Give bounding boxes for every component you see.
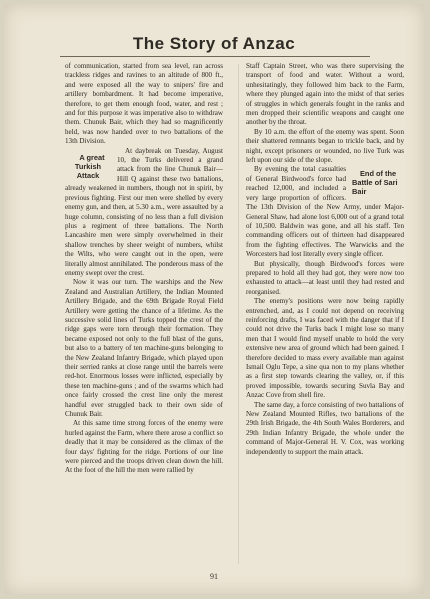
paragraph: But physically, though Birdwood's forces were prepared to hold all they had got, they were now too exhausted to attack—at least until they had rested and reorganised. (246, 259, 404, 296)
paragraph-text: By evening the total casualties of General Birdwood's force had reached 12,000, and included a very large proportion of officers. The 13th Division of the New Army, under Major-General Shaw, had alone lost 6,000 out of a grand total of 10,500. Baldwin was gone, and all his staff. Ten commanding officers out of thirteen had disappeared from the fighting effectives. The Warwicks and the Worcesters had lost literally every single officer. (246, 165, 404, 259)
paragraph: At this same time strong forces of the enemy were hurled against the Farm, where there arose a conflict so deadly that it may be considered as the climax of the four days' fighting for the ridge. Portions of our line were pierced and the troops driven clean down the hill. At the foot of the hill the men were rallied by (65, 419, 223, 475)
paragraph: The same day, a force consisting of two battalions of New Zealand Mounted Rifles, two battalions of the 29th Irish Brigade, the 4th South Wales Borderers, and 29th Indian Infantry Brigade, the whole under the command of Major-General H. V. Cox, was working independently to support the main attack. (246, 400, 404, 456)
column-gutter (238, 64, 239, 564)
paragraph: The enemy's positions were now being rapidly entrenched, and, as I could not depend on receiving reinforcing drafts, I was faced with the danger that if I could not drive the Turks back I might lose so many men that I would find myself unable to hold the very extensive new area of ground which had been gained. I therefore decided to mass every available man against Ismail Oglu Tepe, a sine qua non to my plans whether as a first step towards clearing the valley, or, if this proved impossible, towards securing Suvla Bay and Anzac Cove from shell fire. (246, 297, 404, 400)
paragraph: Staff Captain Street, who was there supervising the transport of food and water. Without a word, unhesitatingly, they followed him back to the Farm, where they plunged again into the midst of that series of struggles in which generals fought in the ranks and men dropped their scientific weapons and caught one another by the throat. (246, 62, 404, 127)
paragraph (65, 147, 223, 279)
paragraph-text: At daybreak on Tuesday, August 10, the Turks delivered a grand attack from the line Chunuk Bair—Hill Q against these two battalions, already weakened in numbers, though not in spirit, by previous fighting. First our men were shelled by every enemy gun, and then, at 5.30 a.m., were assaulted by a huge column, consisting of no less than a full division plus a regiment of three battalions. The North Lancashire men were simply overwhelmed in their shallow trenches by sheer weight of numbers, whilst the Wilts, who were caught out in the open, were literally almost annihilated. The ponderous mass of the enemy swept over the crest. (65, 146, 223, 277)
left-column (65, 62, 223, 476)
paragraph (246, 165, 404, 259)
paragraph: Now it was our turn. The warships and the New Zealand and Australian Artillery, the Indian Mounted Artillery Brigade, and the 69th Brigade Royal Field Artillery were getting the chance of a lifetime. As the successive solid lines of Turks topped the crest of the ridge gaps were torn through their formation. They became exposed not only to the full blast of the guns, but also to a battery of ten machine-guns belonging to the New Zealand Infantry Brigade, which played upon their serried ranks at close range until the barrels were red-hot. Enormous losses were inflicted, especially by these ten machine-guns ; and of the swarms which had once fairly crossed the crest line only the merest handful ever struggled back to their own side of Chunuk Bair. (65, 278, 223, 419)
book-page (4, 4, 424, 594)
page-number: 91 (210, 572, 218, 581)
paragraph: of communication, started from sea level, ran across trackless ridges and ravines to an altitude of 800 ft., and were exposed all the way to snipers' fire and artillery bombardment. It had become imperative, therefore, to get them enough food, water, and rest ; and for this purpose it was imperative also to withdraw them. Chunuk Bair, which they had so magnificently held, was now handed over to two battalions of the 13th Division. (65, 62, 223, 146)
sidehead-left: A great Turkish Attack (74, 152, 105, 180)
right-column (246, 62, 404, 457)
page-title: The Story of Anzac (132, 34, 296, 53)
sidehead-right: End of the Battle of Sari Bair (352, 169, 398, 197)
title-rule (60, 56, 370, 57)
paragraph: By 10 a.m. the effort of the enemy was spent. Soon their shattered remnants began to trickle back, and by night, except prisoners or wounded, no live Turk was left upon our side of the slope. (246, 127, 404, 165)
